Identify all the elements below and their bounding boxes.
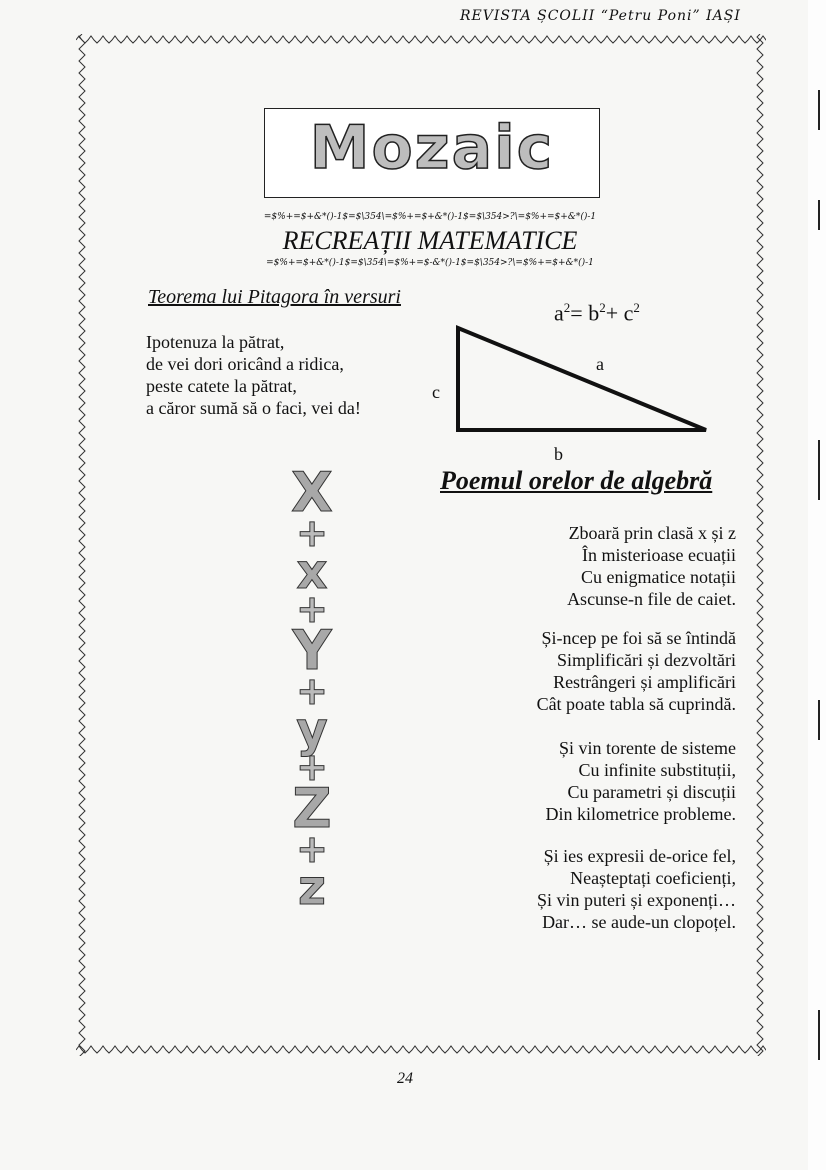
section-title: RECREAȚII MATEMATICE xyxy=(282,226,578,255)
scan-mark xyxy=(818,1010,820,1060)
page-number: 24 xyxy=(397,1070,413,1087)
verse-line: Cât poate tabla să cuprindă. xyxy=(536,694,736,714)
algebra-poem-title: Poemul orelor de algebră xyxy=(440,466,713,495)
xyz-letter: z xyxy=(298,860,326,916)
xyz-letter: x xyxy=(296,544,328,600)
verse-line: În misterioase ecuații xyxy=(582,545,736,565)
xyz-letter: Y xyxy=(292,619,332,682)
formula-eq: = xyxy=(570,300,589,326)
mozaic-title-box xyxy=(264,108,600,198)
verse-line: Zboară prin clasă x și z xyxy=(568,523,736,543)
verse-line: Și vin puteri și exponenți… xyxy=(537,890,736,910)
verse-line: Ipotenuza la pătrat, xyxy=(146,332,285,352)
magazine-header-title: REVISTA ȘCOLII “Petru Poni” IAȘI xyxy=(460,8,741,24)
formula-exp-b: 2 xyxy=(599,300,606,315)
xyz-letter: y xyxy=(296,702,328,758)
decorative-symbols-line-top: =$%+=$+&*()-1$=$\354\=$%+=$+&*()-1$=$\354>?\=$%+=$+&*()-1 xyxy=(263,212,597,222)
scan-mark xyxy=(818,200,820,230)
verse-line: peste catete la pătrat, xyxy=(146,376,297,396)
verse-line: Simplificări și dezvoltări xyxy=(557,650,736,670)
triangle-label-hypotenuse: a xyxy=(596,354,604,374)
xyz-plus: + xyxy=(296,669,328,713)
decorative-symbols-line-bottom: =$%+=$+&*()-1$=$\354\=$%+=$-&*()-1$=$\354>?\=$%+=$+&*()-1 xyxy=(266,258,594,268)
xyz-plus: + xyxy=(296,511,328,555)
algebra-stanza-3 xyxy=(436,737,736,825)
xyz-letter: X xyxy=(291,461,333,524)
pitagora-poem-verses xyxy=(146,331,361,419)
algebra-stanza-4 xyxy=(436,845,736,933)
verse-line: Cu enigmatice notații xyxy=(581,567,736,587)
triangle-shape xyxy=(458,328,706,430)
xyz-plus: + xyxy=(296,587,328,631)
scan-edge xyxy=(808,0,826,1170)
formula-a: a xyxy=(554,300,564,326)
verse-line: Cu infinite substituții, xyxy=(578,760,736,780)
verse-line: Și-ncep pe foi să se întindă xyxy=(541,628,736,648)
formula-exp-c: 2 xyxy=(633,300,640,315)
verse-line: Dar… se aude-un clopoțel. xyxy=(542,912,736,932)
verse-line: Neașteptați coeficienți, xyxy=(570,868,736,888)
algebra-stanza-1 xyxy=(436,522,736,610)
xyz-plus: + xyxy=(296,827,328,871)
algebra-stanza-2 xyxy=(436,627,736,715)
formula-plus: + xyxy=(605,300,624,326)
verse-line: a căror sumă să o faci, vei da! xyxy=(146,398,361,418)
verse-line: de vei dori oricând a ridica, xyxy=(146,354,344,374)
triangle-label-leg-b: b xyxy=(554,444,563,464)
right-triangle-diagram xyxy=(450,320,720,440)
triangle-label-leg-c: c xyxy=(432,382,440,402)
scan-mark xyxy=(818,700,820,740)
formula-exp-a: 2 xyxy=(563,300,571,315)
verse-line: Cu parametri și discuții xyxy=(567,782,736,802)
formula-c: c xyxy=(623,300,634,326)
formula-b: b xyxy=(588,300,600,326)
verse-line: Din kilometrice probleme. xyxy=(545,804,736,824)
verse-line: Și ies expresii de-orice fel, xyxy=(543,846,736,866)
xyz-letter: Z xyxy=(292,777,332,840)
verse-line: Și vin torente de sisteme xyxy=(559,738,736,758)
verse-line: Ascunse-n file de caiet. xyxy=(567,589,736,609)
scan-mark xyxy=(818,440,820,500)
scan-mark xyxy=(818,90,820,130)
xyz-decorative-column xyxy=(262,461,362,916)
pitagora-poem-title: Teorema lui Pitagora în versuri xyxy=(148,286,401,308)
verse-line: Restrângeri și amplificări xyxy=(553,672,736,692)
mozaic-wordart-title: Mozaic xyxy=(309,113,555,183)
xyz-plus: + xyxy=(296,745,328,789)
